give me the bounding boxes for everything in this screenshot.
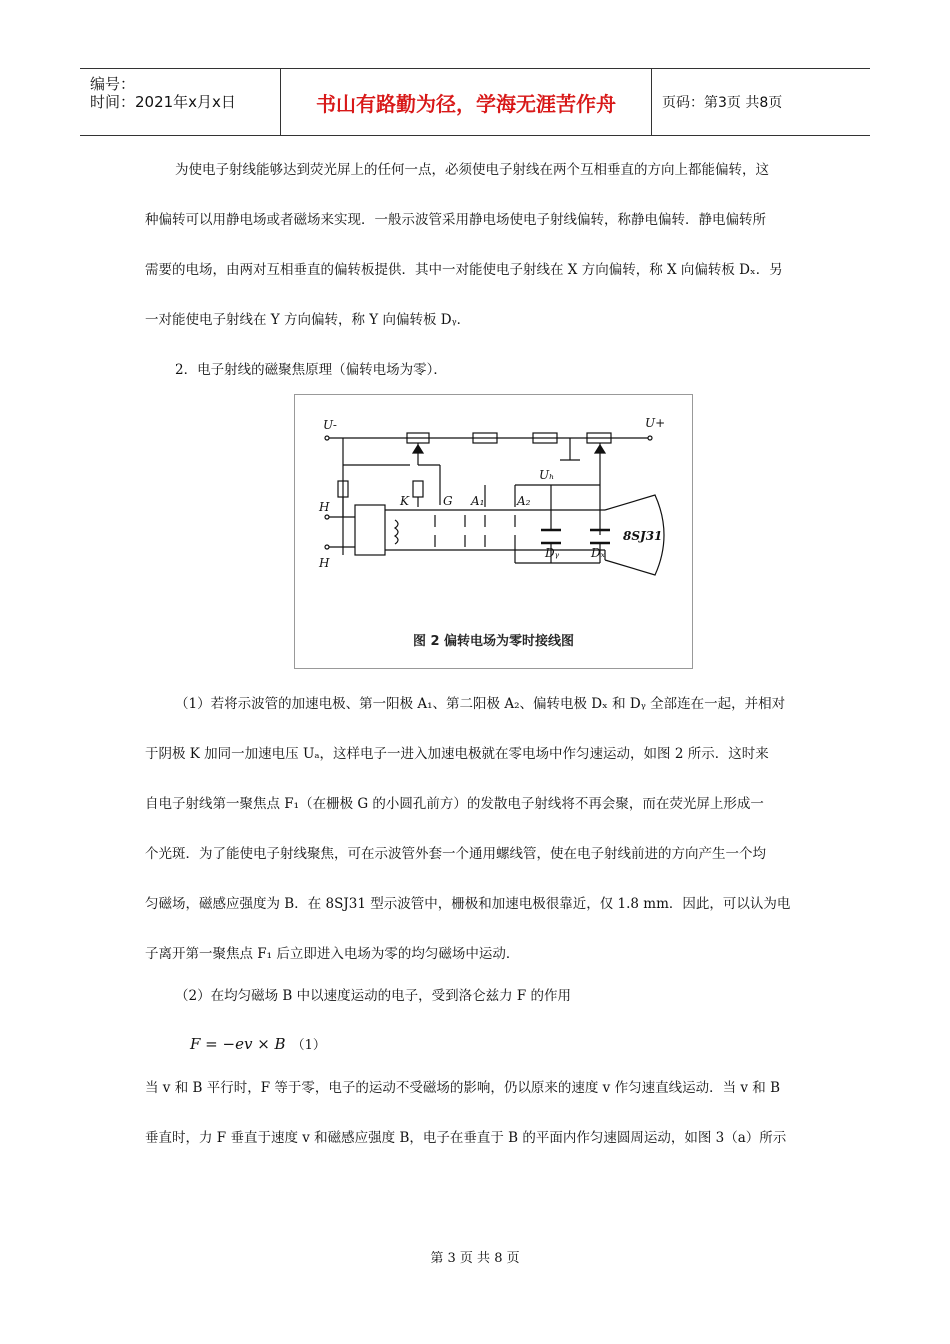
section-heading: 2．电子射线的磁聚焦原理（偏转电场为零）． (175, 362, 447, 378)
label-dx: Dₓ (591, 546, 605, 560)
paragraph-line: 子离开第一聚焦点 F₁ 后立即进入电场为零的均匀磁场中运动． (145, 946, 520, 962)
formula-lorentz (190, 1034, 326, 1053)
paragraph-line: 匀磁场，磁感应强度为 B．在 8SJ31 型示波管中，栅极和加速电极很靠近，仅 1.8 mm．因此，可以认为电 (145, 896, 791, 912)
label-a2: A₂ (517, 494, 531, 508)
label-uh: Uₕ (539, 468, 555, 482)
page-footer: 第 3 页 共 8 页 (430, 1251, 520, 1266)
code-label: 编号： (90, 75, 136, 93)
paragraph-line: （1）若将示波管的加速电极、第一阳极 A₁、第二阳极 A₂、偏转电极 Dₓ 和 Dᵧ 全部连在一起，并相对 (175, 696, 786, 712)
paragraph-line: 一对能使电子射线在 Y 方向偏转，称 Y 向偏转板 Dᵧ． (145, 312, 471, 328)
paragraph-line: 需要的电场，由两对互相垂直的偏转板提供．其中一对能使电子射线在 X 方向偏转，称 X 向偏转板 Dₓ．另 (145, 262, 783, 278)
circuit-diagram (295, 395, 692, 625)
label-u-plus: U+ (645, 416, 666, 430)
figure-2 (294, 394, 693, 669)
document-header (80, 68, 870, 136)
label-tube-model: 8SJ31 (623, 529, 663, 543)
label-g: G (443, 494, 453, 508)
paragraph-line: 种偏转可以用静电场或者磁场来实现．一般示波管采用静电场使电子射线偏转，称静电偏转．静电偏转所 (145, 212, 766, 228)
label-h-top: H (319, 500, 330, 514)
time-label: 时间：2021年x月x日 (90, 93, 236, 111)
header-motto: 书山有路勤为径，学海无涯苦作舟 (281, 69, 652, 135)
header-page-info: 页码：第3页 共8页 (662, 95, 783, 111)
label-dy: Dᵧ (545, 546, 560, 560)
figure-caption: 图 2 偏转电场为零时接线图 (412, 634, 575, 649)
label-a1: A₁ (471, 494, 485, 508)
paragraph-line: 个光斑．为了能使电子射线聚焦，可在示波管外套一个通用螺线管，使在电子射线前进的方向产生一个均 (145, 846, 766, 862)
header-meta-cell (80, 69, 281, 135)
paragraph-line: 于阴极 K 加同一加速电压 Uₐ，这样电子一进入加速电极就在零电场中作匀速运动，如图 2 所示．这时来 (145, 746, 769, 762)
paragraph-line: （2）在均匀磁场 B 中以速度运动的电子，受到洛仑兹力 F 的作用 (175, 988, 572, 1004)
paragraph-line: 垂直时，力 F 垂直于速度 v 和磁感应强度 B，电子在垂直于 B 的平面内作匀速圆周运动，如图 3（a）所示 (145, 1130, 787, 1146)
formula-text: F = −ev × B (190, 1035, 286, 1053)
label-k: K (400, 494, 409, 508)
paragraph-line: 为使电子射线能够达到荧光屏上的任何一点，必须使电子射线在两个互相垂直的方向上都能偏转，这 (175, 162, 769, 178)
label-h-bottom: H (319, 556, 330, 570)
paragraph-line: 自电子射线第一聚焦点 F₁（在栅极 G 的小圆孔前方）的发散电子射线将不再会聚，而在荧光屏上形成一 (145, 796, 764, 812)
label-u-minus: U- (323, 418, 337, 432)
formula-number: （1） (291, 1038, 326, 1053)
paragraph-line: 当 v 和 B 平行时，F 等于零，电子的运动不受磁场的影响，仍以原来的速度 v 作匀速直线运动．当 v 和 B (145, 1080, 780, 1096)
